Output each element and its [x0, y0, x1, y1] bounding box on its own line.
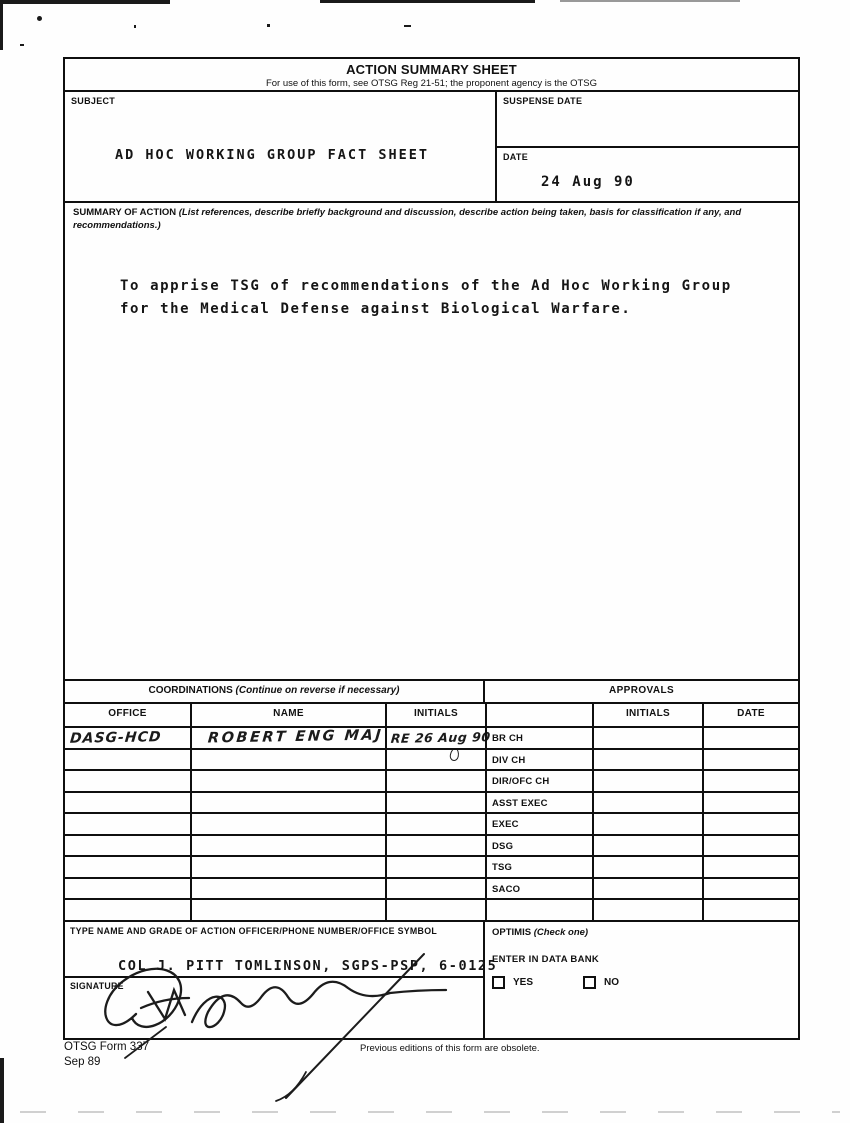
coordination-office-cell: [65, 898, 190, 920]
optimis-checkbox-row: [492, 976, 791, 989]
approval-label: DSG: [485, 834, 592, 856]
subject-date-row: [65, 92, 798, 203]
approval-label: EXEC: [485, 812, 592, 834]
scan-speck: [134, 25, 136, 28]
coordination-office-cell: [65, 791, 190, 813]
coordination-initials-cell: [385, 812, 485, 834]
coordination-office-cell: [65, 877, 190, 899]
col-header-name: NAME: [190, 704, 385, 726]
optimis-cell: [485, 922, 798, 1038]
coordination-name-cell: [190, 855, 385, 877]
form-title: ACTION SUMMARY SHEET: [346, 62, 517, 77]
coordination-office-cell: [65, 855, 190, 877]
table-title-row: [65, 681, 798, 704]
office-handwritten: DASG-HCD: [69, 729, 163, 747]
scan-speck: [267, 24, 270, 27]
name-handwritten: ROBERT ENG MAJ: [207, 727, 384, 747]
date-cell: [497, 148, 798, 201]
signature-label: SIGNATURE: [70, 981, 124, 991]
scan-artifact: [0, 4, 3, 50]
coordination-initials-cell: [385, 748, 485, 770]
approval-initials-cell: [592, 791, 702, 813]
col-header-approval-date: DATE: [702, 704, 798, 726]
summary-label-italic: (List references, describe briefly background and discussion, describe action being taken, basis for classification if any, and recommendations.): [73, 207, 742, 231]
action-officer-label: TYPE NAME AND GRADE OF ACTION OFFICER/PHONE NUMBER/OFFICE SYMBOL: [70, 926, 438, 936]
coordination-office-cell: [65, 834, 190, 856]
coordination-name-cell: [190, 726, 385, 748]
form-subtitle: For use of this form, see OTSG Reg 21-51; the proponent agency is the OTSG: [265, 78, 598, 89]
coordination-name-cell: [190, 834, 385, 856]
signature-cell: [65, 976, 485, 1038]
initials-handwritten: RE 26 Aug 90: [390, 729, 492, 746]
approval-date-cell: [702, 748, 798, 770]
coordination-name-cell: [190, 898, 385, 920]
approval-label: [485, 898, 592, 920]
approval-date-cell: [702, 877, 798, 899]
approval-date-cell: [702, 855, 798, 877]
summary-line-2: for the Medical Defense against Biological Warfare.: [120, 301, 632, 317]
approval-date-cell: [702, 791, 798, 813]
summary-of-action-cell: [65, 203, 798, 681]
yes-checkbox-label: YES: [513, 977, 534, 988]
date-value: 24 Aug 90: [541, 174, 635, 190]
coordination-initials-cell: [385, 791, 485, 813]
coordination-name-cell: [190, 812, 385, 834]
approval-date-cell: [702, 726, 798, 748]
coordination-office-cell: [65, 748, 190, 770]
enter-data-bank-label: ENTER IN DATA BANK: [492, 954, 600, 965]
subject-value: AD HOC WORKING GROUP FACT SHEET: [115, 147, 429, 163]
scan-speck: [37, 16, 42, 21]
coordination-office-cell: [65, 812, 190, 834]
approval-initials-cell: [592, 748, 702, 770]
col-header-initials: INITIALS: [385, 704, 485, 726]
coordination-name-cell: [190, 769, 385, 791]
approval-initials-cell: [592, 834, 702, 856]
scan-artifact: [320, 0, 535, 3]
coordination-initials-cell: [385, 834, 485, 856]
approval-initials-cell: [592, 855, 702, 877]
coordination-name-cell: [190, 877, 385, 899]
coordination-name-cell: [190, 748, 385, 770]
coordination-initials-cell: [385, 877, 485, 899]
approval-label: DIR/OFC CH: [485, 769, 592, 791]
scan-artifact: [20, 1111, 840, 1113]
scan-speck: [20, 44, 24, 46]
scan-artifact: [0, 1058, 4, 1123]
coordinations-title: COORDINATIONS (Continue on reverse if necessary): [65, 681, 485, 702]
coordination-initials-cell: [385, 855, 485, 877]
scan-speck: [404, 25, 411, 27]
col-header-approval-initials: INITIALS: [592, 704, 702, 726]
approval-date-cell: [702, 898, 798, 920]
form-edition-date: Sep 89: [64, 1056, 101, 1068]
approval-label: SACO: [485, 877, 592, 899]
suspense-date-label: SUSPENSE DATE: [503, 96, 583, 106]
subject-cell: [65, 92, 497, 201]
summary-label: [73, 207, 790, 232]
approval-initials-cell: [592, 812, 702, 834]
date-column: [497, 92, 798, 201]
approval-date-cell: [702, 834, 798, 856]
coordination-name-cell: [190, 791, 385, 813]
coordination-office-cell: [65, 726, 190, 748]
date-label: DATE: [503, 152, 529, 162]
coordination-initials-cell: [385, 898, 485, 920]
approval-label: BR CH: [485, 726, 592, 748]
no-checkbox[interactable]: [583, 976, 596, 989]
coordination-office-cell: [65, 769, 190, 791]
approval-initials-cell: [592, 769, 702, 791]
action-officer-value: COL J. PITT TOMLINSON, SGPS-PSP, 6-0125: [118, 958, 498, 974]
subject-label: SUBJECT: [71, 96, 116, 106]
optimis-label: OPTIMIS (Check one): [492, 927, 589, 938]
approval-date-cell: [702, 812, 798, 834]
col-header-approval-blank: [485, 704, 592, 726]
coordinations-approvals-table: [65, 704, 798, 920]
summary-line-1: To apprise TSG of recommendations of the Ad Hoc Working Group: [120, 278, 732, 294]
col-header-office: OFFICE: [108, 708, 147, 719]
no-checkbox-label: NO: [604, 977, 620, 988]
approval-date-cell: [702, 769, 798, 791]
summary-body: [120, 275, 732, 321]
approval-initials-cell: [592, 877, 702, 899]
summary-label-bold: SUMMARY OF ACTION: [73, 207, 177, 218]
approval-label: ASST EXEC: [485, 791, 592, 813]
coordination-initials-cell: [385, 726, 492, 748]
yes-checkbox[interactable]: [492, 976, 505, 989]
scan-artifact: [0, 0, 170, 4]
action-summary-form: [63, 57, 800, 1040]
scan-artifact: [560, 0, 740, 2]
coordination-initials-cell: [385, 769, 485, 791]
approval-label: TSG: [485, 855, 592, 877]
approval-initials-cell: [592, 726, 702, 748]
suspense-date-cell: [497, 92, 798, 148]
approvals-title: APPROVALS: [608, 685, 675, 696]
bottom-section: [65, 920, 798, 1038]
approval-initials-cell: [592, 898, 702, 920]
form-header: [65, 59, 798, 92]
approval-label: DIV CH: [485, 748, 592, 770]
action-officer-cell: [65, 922, 485, 1038]
obsolete-note: Previous editions of this form are obsolete.: [360, 1043, 540, 1054]
form-number: OTSG Form 337: [64, 1041, 149, 1053]
